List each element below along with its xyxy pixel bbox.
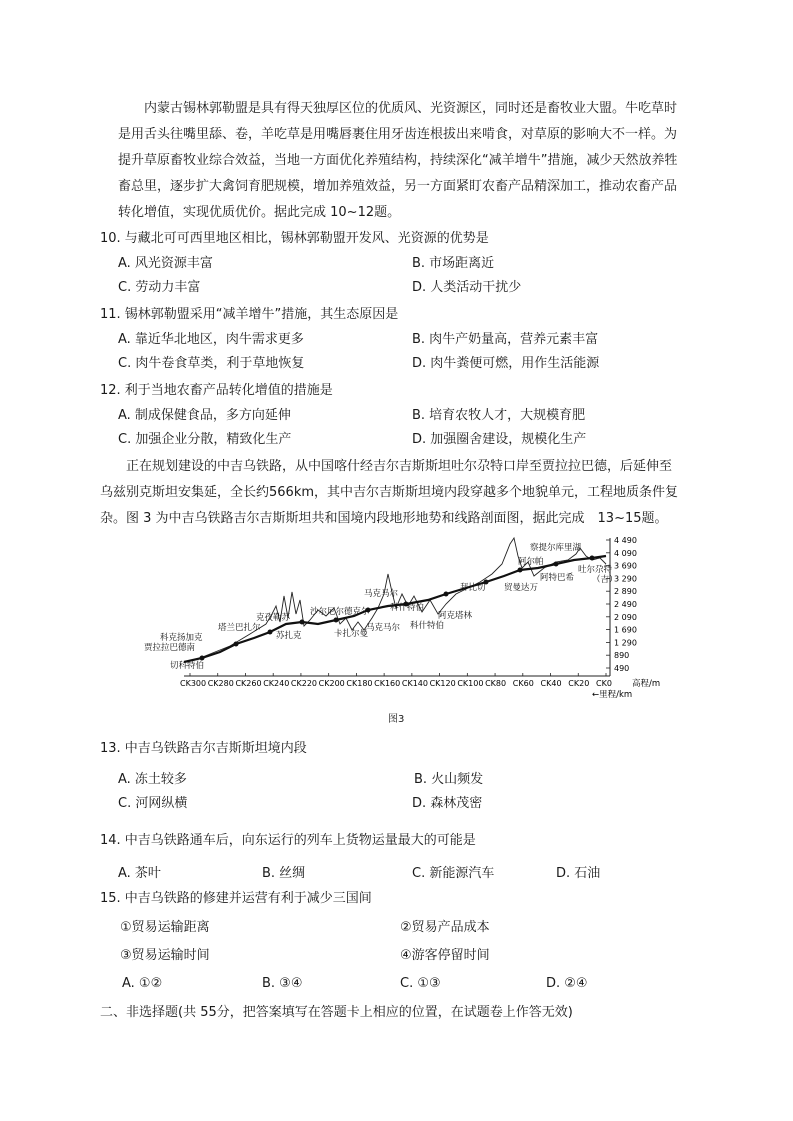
q10-option-b: B. 市场距离近: [412, 256, 495, 271]
station-label: 马克马尔: [366, 623, 401, 633]
elevation-tick-label: 2 490: [614, 600, 637, 609]
passage-xilingol: 内蒙古锡林郭勒盟是具有得天独厚区位的优质风、光资源区，同时还是畜牧业大盟。牛吃草时是用舌头往嘴里舔、卷，羊吃草是用嘴唇裹住用牙齿连根拔出来啃食，对草原的影响大不一样。为提升草原畜牧业综合效益，当地一方面优化养殖结构，持续深化“减羊增牛”措施，减少天然放养牲畜总里，逐步扩大禽饲育肥规模，增加养殖效益，另一方面紧盯农畜产品精深加工，推动农畜产品转化增值，实现优质优价。据此完成 10~12题。: [118, 101, 678, 220]
mileage-tick-label: CK100: [457, 679, 484, 688]
q11-option-b: B. 肉牛产奶量高，营养元素丰富: [412, 332, 599, 347]
station-label: 克孜勒苏: [256, 613, 291, 623]
question-10-stem: 10. 与藏北可可西里地区相比，锡林郭勒盟开发风、光资源的优势是: [100, 231, 489, 246]
station-label: 切科特伯: [170, 661, 205, 671]
station-label: 贸曼达万: [504, 583, 539, 593]
station-label: 塔兰巴扎尔: [218, 623, 261, 633]
elevation-tick-label: 4 090: [614, 548, 637, 558]
q11-option-c: C. 肉牛卷食草类，利于草地恢复: [118, 356, 305, 371]
q15-option-a: A. ①②: [122, 976, 163, 991]
q14-option-c: C. 新能源汽车: [412, 866, 495, 881]
question-13-stem: 13. 中吉乌铁路吉尔吉斯斯坦境内段: [100, 741, 307, 756]
q10-option-d: D. 人类活动干扰少: [412, 280, 522, 295]
elevation-tick-label: 2 090: [614, 612, 637, 622]
station-label: 阿尔帕: [518, 557, 544, 567]
mileage-tick-label: CK80: [485, 679, 507, 688]
q12-option-c: C. 加强企业分散，精致化生产: [118, 432, 292, 447]
q10-option-a: A. 风光资源丰富: [118, 256, 213, 271]
station-label: 科克扬加克: [160, 633, 203, 643]
terrain-profile-figure: [140, 534, 660, 704]
station-dot: [300, 620, 305, 625]
q13-option-c: C. 河网纵横: [118, 796, 188, 811]
mileage-tick-label: CK260: [235, 679, 262, 688]
elevation-tick-label: 1 690: [614, 625, 637, 635]
station-dot: [444, 592, 449, 597]
station-label: 马克马尔: [364, 589, 399, 599]
mileage-tick-label: CK240: [263, 679, 290, 688]
mileage-tick-label: CK300: [180, 679, 207, 688]
mileage-tick-label: CK160: [374, 679, 401, 688]
mileage-tick-label: CK200: [318, 679, 345, 688]
q15-statement-4: ④游客停留时间: [400, 948, 490, 963]
station-dot: [590, 556, 595, 561]
elevation-tick-label: 3 290: [614, 574, 637, 584]
station-dot: [518, 568, 523, 573]
station-label: 贾拉拉巴德南: [144, 643, 196, 653]
q13-option-d: D. 森林茂密: [412, 796, 483, 811]
elevation-unit: 高程/m: [632, 679, 660, 689]
q14-option-b: B. 丝绸: [262, 866, 306, 881]
question-15-stem: 15. 中吉乌铁路的修建并运营有利于减少三国间: [100, 891, 372, 906]
elevation-tick-label: 2 890: [614, 587, 637, 597]
q10-option-c: C. 劳动力丰富: [118, 280, 201, 295]
station-dot: [268, 630, 273, 635]
question-11-stem: 11. 锡林郭勒盟采用“减羊增牛”措施，其生态原因是: [100, 307, 399, 322]
mileage-tick-label: CK0: [596, 679, 612, 688]
q15-statement-1: ①贸易运输距离: [120, 920, 210, 935]
station-label: 拜比切: [460, 583, 486, 593]
station-label: 苏扎克: [276, 631, 302, 641]
elevation-tick-label: 1 290: [614, 638, 637, 648]
mileage-ticks: [180, 673, 612, 688]
q14-option-d: D. 石油: [556, 866, 601, 881]
mileage-tick-label: CK40: [540, 679, 562, 688]
question-14-stem: 14. 中吉乌铁路通车后，向东运行的列车上货物运量最大的可能是: [100, 833, 476, 848]
question-12-stem: 12. 利于当地农畜产品转化增值的措施是: [100, 383, 333, 398]
q11-option-d: D. 肉牛粪便可燃，用作生活能源: [412, 356, 600, 371]
section-2-heading: 二、非选择题(共 55分，把答案填写在答题卡上相应的位置，在试题卷上作答无效): [100, 1005, 573, 1020]
passage-railway: 正在规划建设的中吉乌铁路，从中国喀什经吉尔吉斯斯坦吐尔尕特口岸至贾拉拉巴德，后延伸至乌兹别克斯坦安集延，全长约566km，其中吉尔吉斯斯坦境内段穿越多个地貌单元，工程地质条件复杂。图 3 为中吉乌铁路吉尔吉斯斯坦共和国境内段地形地势和线路剖面图，据此完成 13~15题。: [100, 459, 679, 526]
q13-option-b: B. 火山频发: [414, 772, 484, 787]
elevation-tick-label: 490: [614, 664, 630, 673]
mileage-tick-label: CK60: [512, 679, 534, 688]
station-dot: [200, 656, 205, 661]
mileage-tick-label: CK220: [290, 679, 318, 688]
station-label: 察提尔库里湖: [530, 543, 582, 553]
station-label: 阿克塔林: [438, 611, 473, 621]
elevation-ticks: [606, 536, 637, 673]
mileage-unit: ←里程/km: [592, 690, 633, 700]
mileage-tick-label: CK280: [207, 679, 234, 688]
station-label: 阿特巴希: [540, 573, 575, 583]
station-label: （吉）: [592, 575, 618, 585]
q15-option-c: C. ①③: [400, 976, 441, 991]
q11-option-a: A. 靠近华北地区，肉牛需求更多: [118, 332, 304, 347]
q14-option-a: A. 茶叶: [118, 866, 161, 881]
elevation-tick-label: 3 690: [614, 561, 637, 571]
figure-caption: 图3: [388, 714, 405, 725]
station-label: 卡扎尔曼: [334, 629, 369, 639]
station-label: 科什特伯: [410, 621, 445, 631]
station-dot: [234, 642, 239, 647]
mileage-tick-label: CK180: [346, 679, 373, 688]
q15-statement-3: ③贸易运输时间: [120, 948, 210, 963]
q12-option-d: D. 加强圈舍建设，规模化生产: [412, 432, 587, 447]
station-dot: [334, 618, 339, 623]
q12-option-a: A. 制成保健食品，多方向延伸: [118, 408, 291, 423]
mileage-tick-label: CK140: [401, 679, 428, 688]
q15-statement-2: ②贸易产品成本: [400, 920, 490, 935]
station-label: 沙尔尼尔德克尔: [310, 607, 370, 617]
q15-option-d: D. ②④: [546, 976, 588, 991]
station-dot: [554, 562, 559, 567]
station-label: 吐尔尕特: [578, 565, 613, 575]
q15-option-b: B. ③④: [262, 976, 303, 991]
mileage-tick-label: CK20: [568, 679, 590, 688]
q12-option-b: B. 培育农牧人才，大规模育肥: [412, 408, 586, 423]
station-label: 科什特伯: [390, 603, 425, 613]
q13-option-a: A. 冻土较多: [118, 772, 187, 787]
elevation-tick-label: 890: [614, 651, 630, 661]
mileage-tick-label: CK120: [429, 679, 456, 688]
elevation-tick-label: 4 490: [614, 536, 637, 545]
